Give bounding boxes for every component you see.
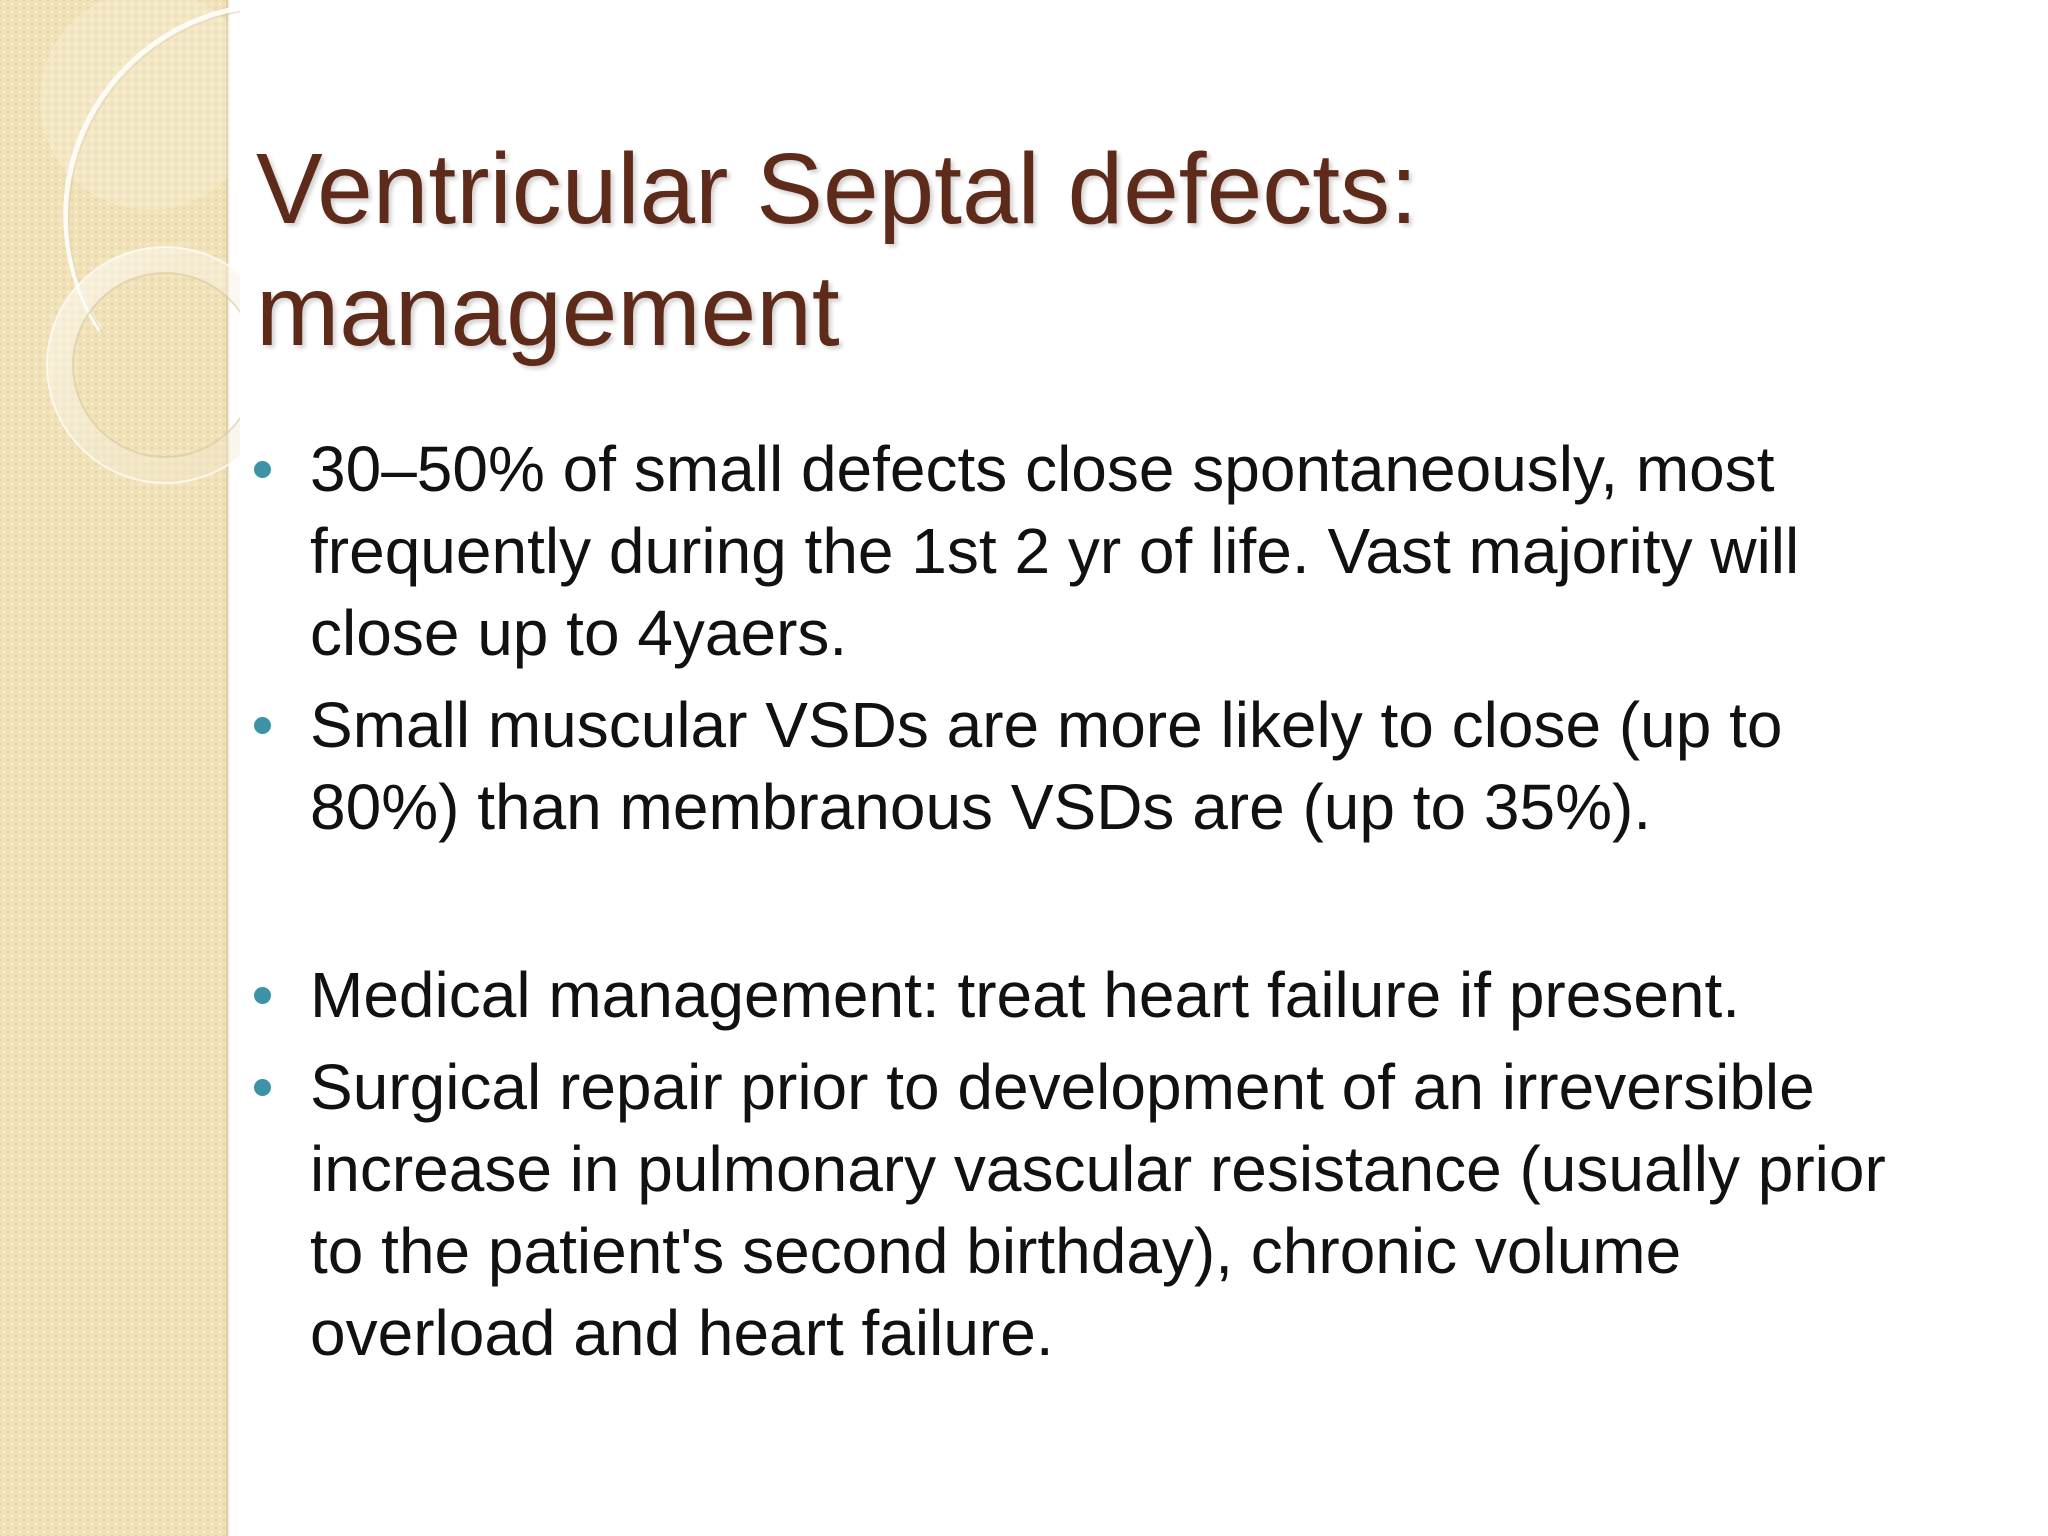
ring-ornament-icon <box>0 0 240 520</box>
round-bullet-icon <box>254 461 271 478</box>
bullet-text-line: overload and heart failure. <box>310 1297 1054 1369</box>
title-line: Ventricular Septal defects: <box>256 133 1418 245</box>
bullet-text-line: close up to 4yaers. <box>310 597 848 669</box>
title-line: management <box>256 255 840 367</box>
bullet-list <box>246 428 2016 1384</box>
bullet-text-line: 30–50% of small defects close spontaneously, most <box>310 433 1775 505</box>
round-bullet-icon <box>254 717 271 734</box>
bullet-text-line: to the patient's second birthday), chronic volume <box>310 1215 1682 1287</box>
bullet-text-line: increase in pulmonary vascular resistance (usually prior <box>310 1133 1886 1205</box>
list-item <box>246 954 2016 1036</box>
bullet-text-line: Medical management: treat heart failure if present. <box>310 959 1741 1031</box>
slide-title <box>256 128 1956 372</box>
list-item <box>246 1046 2016 1374</box>
bullet-text-line: 80%) than membranous VSDs are (up to 35%). <box>310 771 1652 843</box>
round-bullet-icon <box>254 1079 271 1096</box>
round-bullet-icon <box>254 987 271 1004</box>
bullet-text-line: Small muscular VSDs are more likely to close (up to <box>310 689 1783 761</box>
bullet-text-line: Surgical repair prior to development of an irreversible <box>310 1051 1815 1123</box>
list-item <box>246 684 2016 848</box>
list-item <box>246 428 2016 674</box>
bullet-text-line: frequently during the 1st 2 yr of life. Vast majority will <box>310 515 1800 587</box>
